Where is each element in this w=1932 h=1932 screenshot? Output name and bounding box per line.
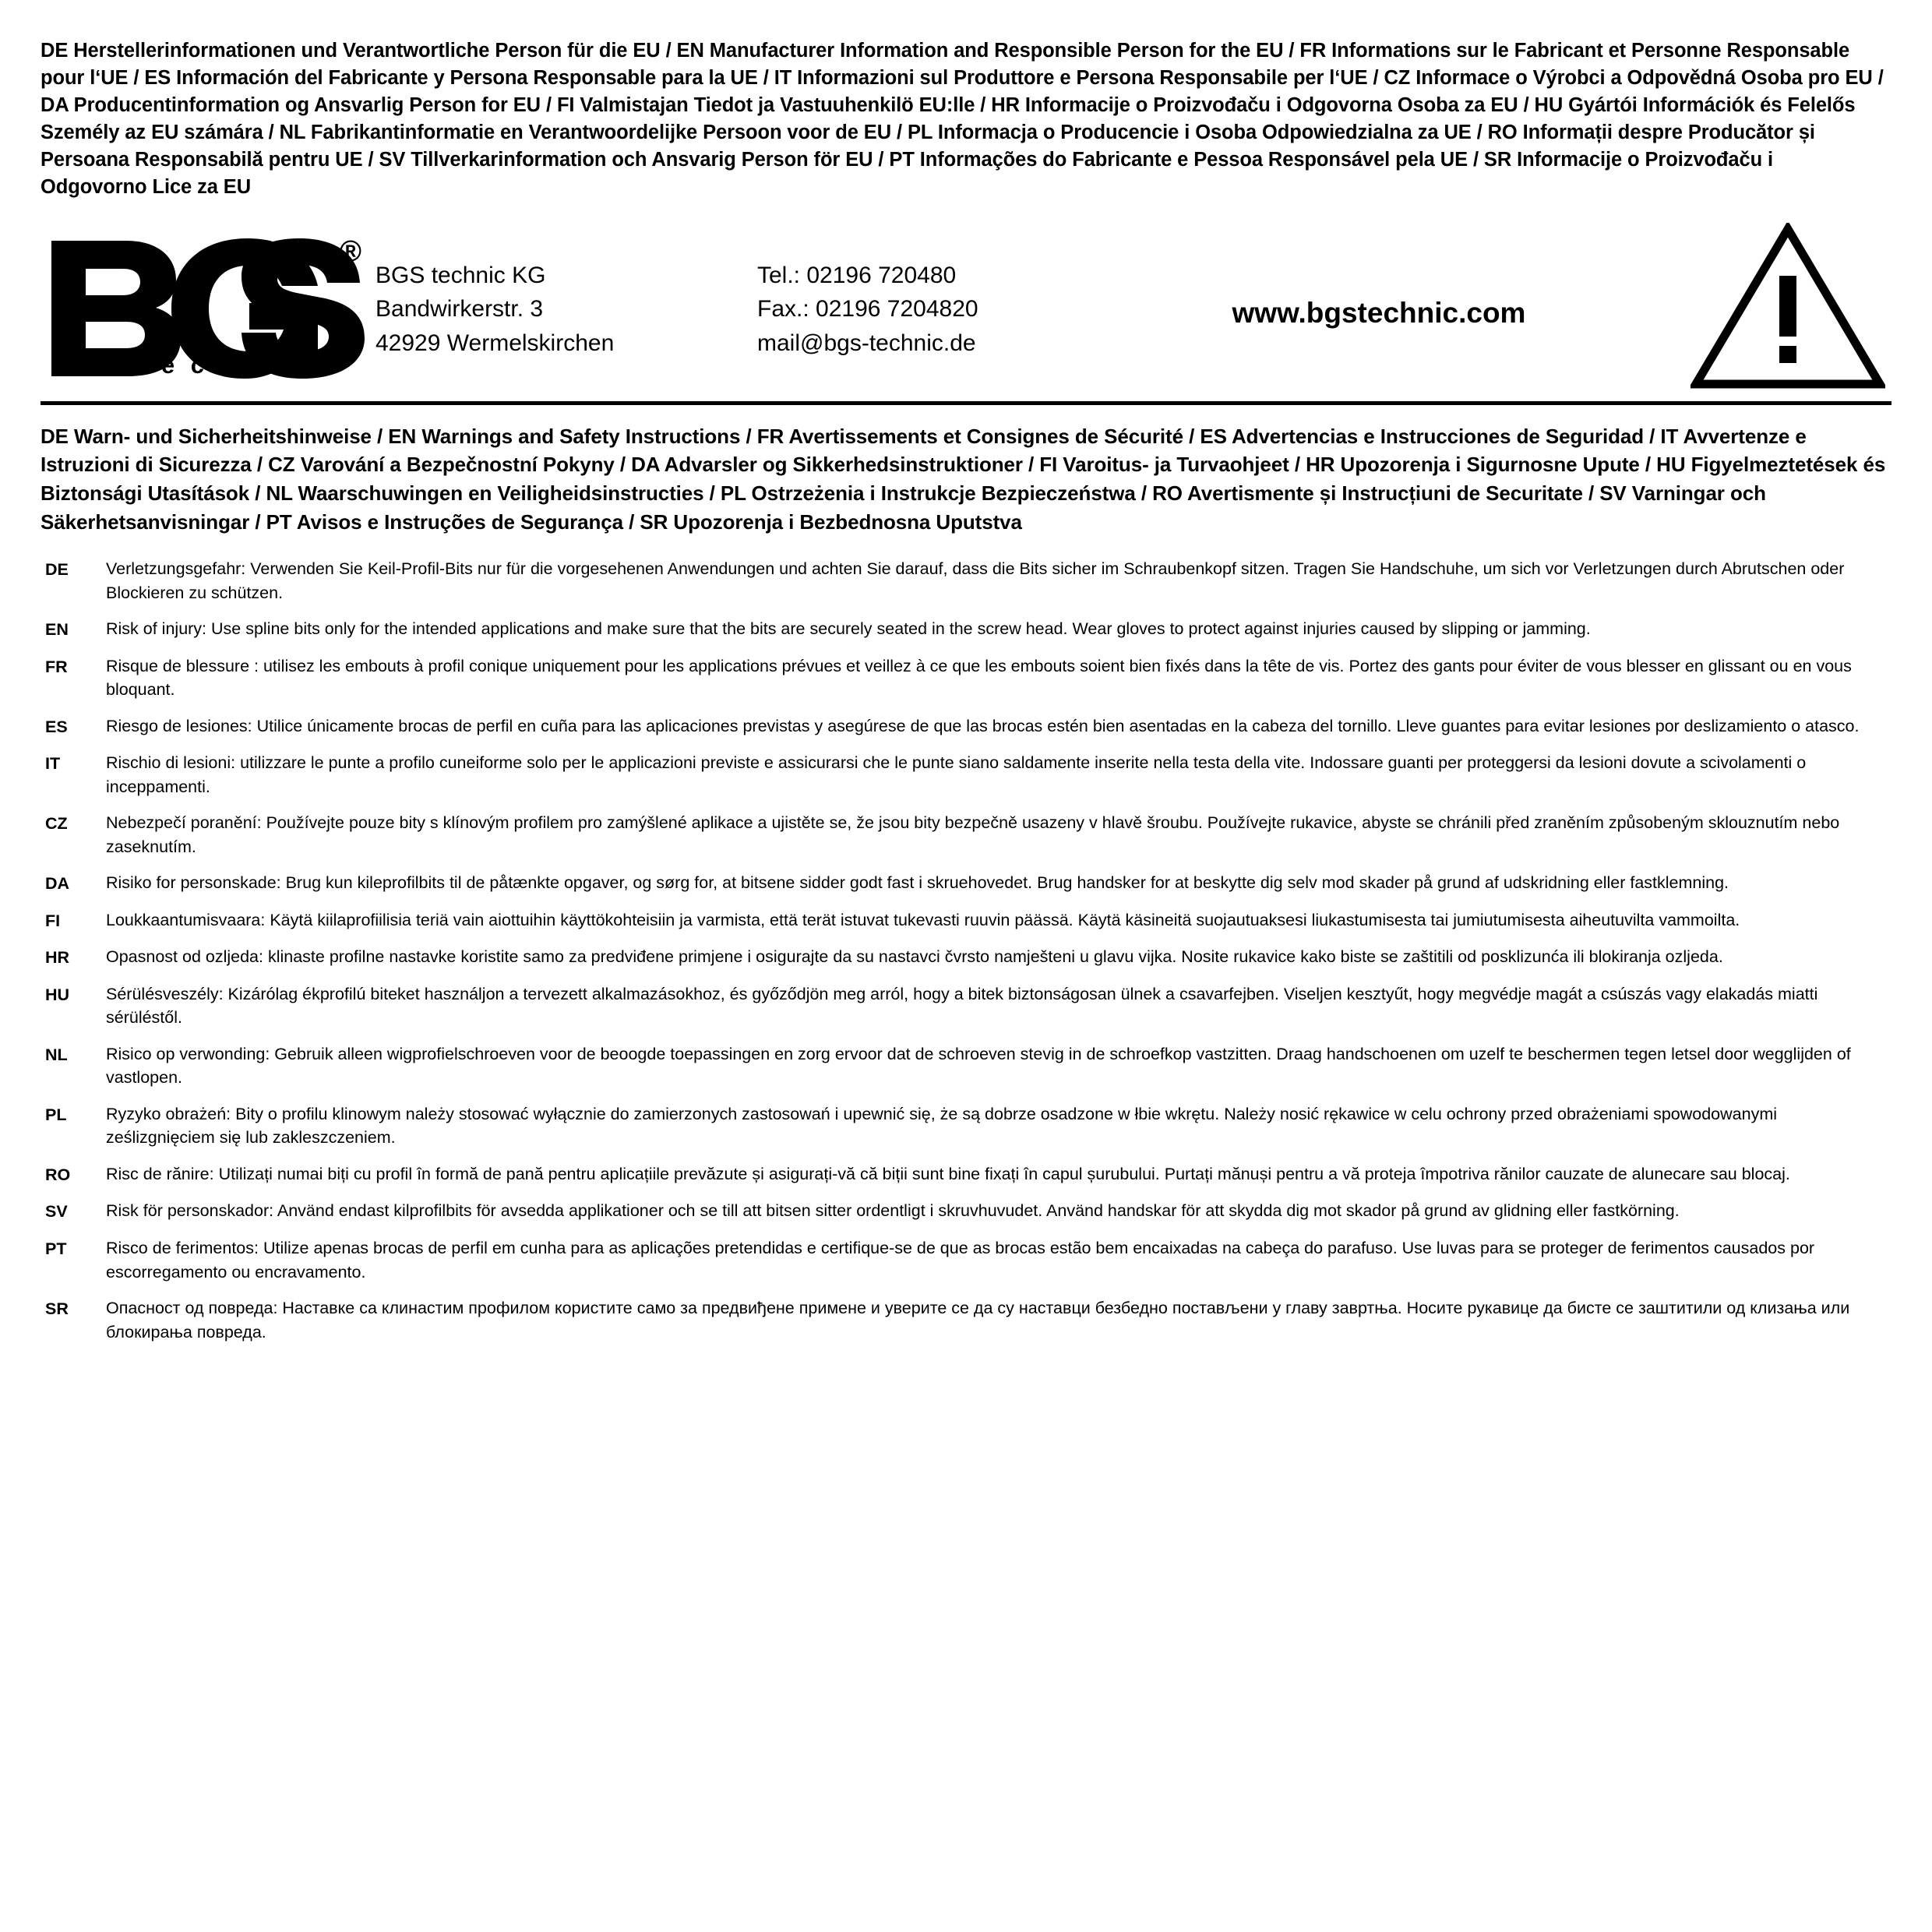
language-code: NL (45, 1045, 68, 1064)
list-item (45, 1102, 1888, 1150)
safety-instruction-list (41, 557, 1891, 1344)
list-item (45, 1162, 1888, 1187)
language-code: HU (45, 985, 70, 1004)
list-item (45, 654, 1888, 702)
list-item (45, 1236, 1888, 1284)
language-text: Risque de blessure : utilisez les embouts à profil conique uniquement pour les applications prévues et veillez à ce que les embouts soient bien fixés dans la tête de vis. Portez des gants pour éviter de vous blesser en glissant ou en vous bloquant. (106, 656, 1852, 700)
language-text: Risco de ferimentos: Utilize apenas brocas de perfil em cunha para as aplicações pretendidas e certifique-se de que as brocas estão bem encaixadas na cabeça do parafuso. Use luvas para se proteger de ferimentos causados por escorregamento ou encravamento. (106, 1238, 1815, 1282)
company-address (375, 252, 757, 361)
language-text: Opasnost od ozljeda: klinaste profilne nastavke koristite samo za predviđene primjene i osigurajte da su nastavci čvrsto namješteni u glavu vijka. Nosite rukavice kako biste se zaštitili od posklizunća ili blokiranja ozljeda. (106, 947, 1723, 967)
company-fax: Fax.: 02196 7204820 (757, 296, 978, 323)
safety-heading: DE Warn- und Sicherheitshinweise / EN Warnings and Safety Instructions / FR Avertissements et Consignes de Sécurité / ES Advertencias e Instrucciones de Seguridad / IT Avvertenze e Istruzioni di Sicurezza / CZ Varování a Bezpečnostní Pokyny / DA Advarsler og Sikkerhedsinstruktioner / FI Varoitus- ja Turvaohjeet / HR Upozorenja i Sigurnosne Upute / HU Figyelmeztetések és Biztonsági Utasítások / NL Waarschuwingen en Veiligheidsinstructies / PL Ostrzeżenia i Instrukcje Bezpieczeństwa / RO Avertismente și Instrucțiuni de Securitate / SV Varningar och Säkerhetsanvisningar / PT Avisos e Instruções de Segurança / SR Upozorenja i Bezbednosna Uputstva (41, 424, 1886, 534)
page-title: DE Herstellerinformationen und Verantwortliche Person für die EU / EN Manufacturer Information and Responsible Person for the EU / FR Informations sur le Fabricant et Personne Responsable pour l‘UE / ES Información del Fabricante y Persona Responsable para la UE / IT Informazioni sul Produttore e Persona Responsabile per l‘UE / CZ Informace o Výrobci a Odpovědná Osoba pro EU / DA Producentinformation og Ansvarlig Person for EU / FI Valmistajan Tiedot ja Vastuuhenkilö EU:lle / HR Informacije o Proizvođaču i Odgovorna Osoba za EU / HU Gyártói Információk és Felelős Személy az EU számára / NL Fabrikantinformatie en Verantwoordelijke Persoon voor de EU / PL Informacja o Producencie i Osoba Odpowiedzialna za UE / RO Informații despre Producător și Persoana Responsabilă pentru UE / SV Tillverkarinformation och Ansvarig Person för EU / PT Informações do Fabricante e Pessoa Responsável pela UE / SR Informacije o Proizvođaču i Odgovorno Lice za EU (41, 40, 1884, 198)
language-code: CZ (45, 814, 68, 834)
language-text: Loukkaantumisvaara: Käytä kiilaprofiilisia teriä vain aiottuihin käyttökohteisiin ja varmista, että terät istuvat tukevasti ruuvin päässä. Käytä käsineitä suojautuaksesi liukastumisesta tai jumiutumisesta aiheutuvilta vammoilta. (106, 910, 1740, 929)
language-code: FR (45, 657, 68, 676)
bgs-logo (41, 234, 375, 379)
company-street: Bandwirkerstr. 3 (375, 296, 544, 323)
list-item (45, 1042, 1888, 1090)
bgs-logo-subtext: t e c h n i c (137, 351, 323, 379)
language-code: ES (45, 717, 68, 736)
company-email[interactable]: mail@bgs-technic.de (757, 330, 976, 356)
language-code: SV (45, 1202, 68, 1222)
language-text: Riesgo de lesiones: Utilice únicamente brocas de perfil en cuña para las aplicaciones previstas y asegúrese de que las brocas estén bien asentadas en la cabeza del tornillo. Lleve guantes para evitar lesiones por deslizamiento o atasco. (106, 716, 1860, 735)
language-text: Опасност од повреда: Наставке са клинастим профилом користите само за предвиђене примене и уверите се да су наставци безбедно постављени у главу завртња. Носите рукавице да бисте се заштитили од клизања или блокирања повреда. (106, 1299, 1850, 1341)
language-code: DA (45, 874, 70, 894)
list-item (45, 557, 1888, 605)
language-text: Nebezpečí poranění: Používejte pouze bity s klínovým profilem pro zamýšlené aplikace a ujistěte se, že jsou bity bezpečně usazeny v hlavě šroubu. Používejte rukavice, abyste se chránili před zraněním způsobeným sklouznutím nebo zaseknutím. (106, 813, 1840, 856)
company-contact (757, 252, 1077, 361)
language-text: Risk för personskador: Använd endast kilprofilbits för avsedda applikationer och se till att bitsen sitter ordentligt i skruvhuvudet. Använd handskar för att skydda dig mot skador på grund av glidning eller fastkörning. (106, 1201, 1680, 1221)
language-text: Ryzyko obrażeń: Bity o profilu klinowym należy stosować wyłącznie do zamierzonych zastosowań i upewnić się, że są dobrze osadzone w łbie wkrętu. Należy nosić rękawice w celu ochrony przed obrażeniami spowodowanymi ześlizgnięciem się lub zakleszczeniem. (106, 1104, 1778, 1148)
list-item (45, 617, 1888, 642)
list-item (45, 908, 1888, 933)
language-code: SR (45, 1299, 69, 1319)
list-item (45, 1296, 1888, 1344)
language-code: IT (45, 754, 61, 774)
list-item (45, 982, 1888, 1030)
language-code: RO (45, 1165, 71, 1184)
bgs-logo-graphic (45, 234, 372, 379)
language-text: Risico op verwonding: Gebruik alleen wigprofielschroeven voor de beoogde toepassingen en zorg ervoor dat de schroeven stevig in de schroefkop vastzitten. Draag handschoenen om uzelf te beschermen tegen letsel door wegglijden of vastlopen. (106, 1044, 1851, 1088)
list-item (45, 1199, 1888, 1224)
list-item (45, 751, 1888, 799)
language-text: Risc de rănire: Utilizați numai biți cu profil în formă de pană pentru aplicațiile prevăzute și asigurați-vă că biții sunt bine fixați în capul șurubului. Purtați mănuși pentru a vă proteja împotriva rănilor cauzate de alunecare sau blocaj. (106, 1164, 1790, 1183)
language-code: PL (45, 1105, 67, 1124)
company-info-band (41, 215, 1891, 405)
company-phone: Tel.: 02196 720480 (757, 262, 957, 288)
warning-triangle-graphic (1690, 223, 1885, 390)
list-item (45, 945, 1888, 970)
language-code: FI (45, 911, 61, 930)
language-code: EN (45, 620, 69, 640)
language-text: Risk of injury: Use spline bits only for the intended applications and make sure that the bits are securely seated in the screw head. Wear gloves to protect against injuries caused by slipping or jamming. (106, 619, 1591, 639)
warning-triangle-icon (1681, 223, 1891, 390)
language-code: DE (45, 560, 69, 580)
company-name: BGS technic KG (375, 262, 546, 288)
language-text: Sérülésveszély: Kizárólag ékprofilú biteket használjon a tervezett alkalmazásokhoz, és győződjön meg arról, hogy a bitek biztonságosan ülnek a csavarfejben. Viseljen kesztyűt, hogy megvédje magát a csúszás vagy elakadás miatti sérüléstől. (106, 984, 1818, 1028)
company-website[interactable]: www.bgstechnic.com (1232, 297, 1526, 330)
language-text: Verletzungsgefahr: Verwenden Sie Keil-Profil-Bits nur für die vorgesehenen Anwendungen und achten Sie darauf, dass die Bits sicher im Schraubenkopf sitzen. Tragen Sie Handschuhe, um sich vor Verletzungen durch Abrutschen oder Blockieren zu schützen. (106, 559, 1845, 602)
registered-mark: ® (340, 234, 361, 268)
language-text: Risiko for personskade: Brug kun kileprofilbits til de påtænkte opgaver, og sørg for, at bitsene sidder godt fast i skruehovedet. Brug handsker for at beskytte dig selv mod skader på grund af udskridning eller fastklemning. (106, 873, 1729, 893)
language-code: HR (45, 948, 70, 968)
list-item (45, 714, 1888, 739)
language-text: Rischio di lesioni: utilizzare le punte a profilo cuneiforme solo per le applicazioni previste e assicurarsi che le punte siano saldamente inserite nella testa della vite. Indossare guanti per proteggersi da lesioni dovute a scivolamenti o inceppamenti. (106, 753, 1807, 796)
company-city: 42929 Wermelskirchen (375, 330, 615, 356)
list-item (45, 871, 1888, 896)
language-code: PT (45, 1239, 67, 1258)
list-item (45, 811, 1888, 858)
